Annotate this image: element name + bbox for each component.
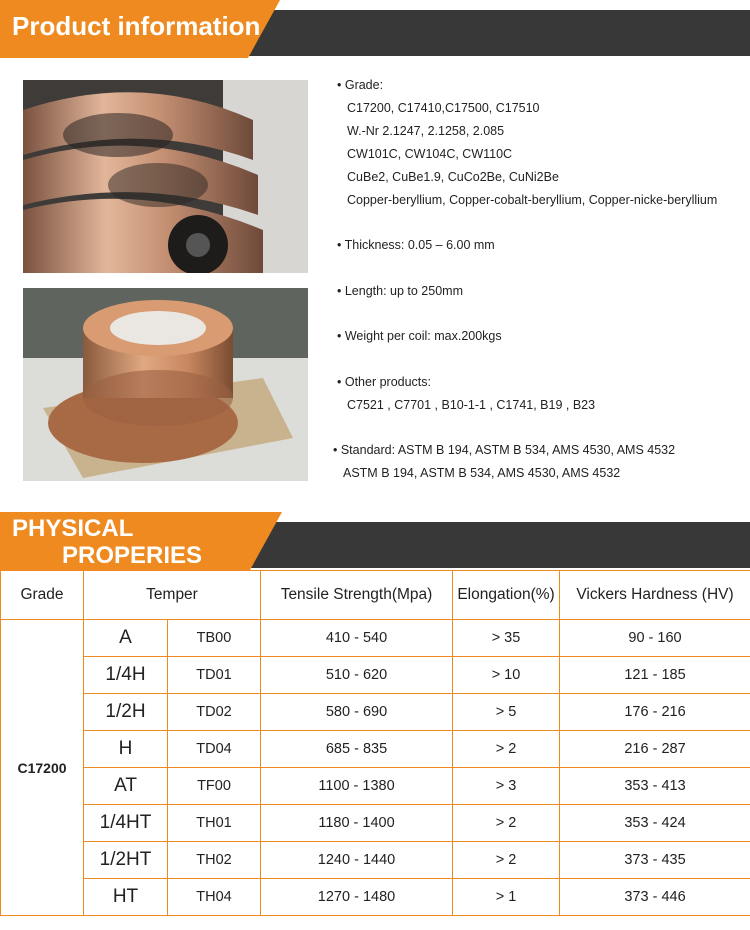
elongation-cell: > 10 xyxy=(453,657,560,694)
standard-line: • Standard: ASTM B 194, ASTM B 534, AMS 4530, AMS 4532 xyxy=(333,443,676,457)
tensile-cell: 410 - 540 xyxy=(261,620,453,657)
hardness-cell: 353 - 413 xyxy=(560,768,750,805)
header-elongation: Elongation(%) xyxy=(453,571,560,620)
hardness-cell: 121 - 185 xyxy=(560,657,750,694)
grade-cell: C17200 xyxy=(1,620,84,916)
other-products-label: • Other products: xyxy=(337,375,432,389)
temper-code-cell: TH02 xyxy=(168,842,261,879)
physical-properties-banner xyxy=(0,512,750,570)
copper-strip-coils-image xyxy=(23,80,308,273)
temper-code-cell: TH01 xyxy=(168,805,261,842)
standard-line: ASTM B 194, ASTM B 534, AMS 4530, AMS 4532 xyxy=(343,466,621,480)
hardness-cell: 176 - 216 xyxy=(560,694,750,731)
table-header-row xyxy=(1,571,750,620)
elongation-cell: > 3 xyxy=(453,768,560,805)
table-row xyxy=(1,620,750,657)
elongation-cell: > 2 xyxy=(453,805,560,842)
table-row xyxy=(1,879,750,916)
product-information-title: Product information xyxy=(12,11,261,41)
grade-line: Copper-beryllium, Copper-cobalt-beryllium, Copper-nicke-beryllium xyxy=(347,193,718,207)
copper-coil-pallet-photo xyxy=(23,288,308,481)
grade-line: W.-Nr 2.1247, 2.1258, 2.085 xyxy=(347,124,505,138)
grade-spec xyxy=(337,74,717,212)
hardness-cell: 353 - 424 xyxy=(560,805,750,842)
temper-code-cell: TF00 xyxy=(168,768,261,805)
temper-code-cell: TD01 xyxy=(168,657,261,694)
temper-cell: A xyxy=(84,620,168,657)
temper-cell: 1/2H xyxy=(84,694,168,731)
temper-cell: HT xyxy=(84,879,168,916)
standard-spec xyxy=(333,439,675,485)
table-row xyxy=(1,731,750,768)
elongation-cell: > 5 xyxy=(453,694,560,731)
table-row xyxy=(1,694,750,731)
tensile-cell: 1270 - 1480 xyxy=(261,879,453,916)
header-temper: Temper xyxy=(84,571,261,620)
temper-cell: AT xyxy=(84,768,168,805)
elongation-cell: > 1 xyxy=(453,879,560,916)
table-row xyxy=(1,657,750,694)
copper-coil-pallet-image xyxy=(23,288,308,481)
temper-code-cell: TD02 xyxy=(168,694,261,731)
tensile-cell: 685 - 835 xyxy=(261,731,453,768)
grade-line: CW101C, CW104C, CW110C xyxy=(347,147,513,161)
grade-label: • Grade: xyxy=(337,78,384,92)
tensile-cell: 580 - 690 xyxy=(261,694,453,731)
temper-cell: 1/2HT xyxy=(84,842,168,879)
temper-cell: 1/4H xyxy=(84,657,168,694)
grade-line: CuBe2, CuBe1.9, CuCo2Be, CuNi2Be xyxy=(347,170,559,184)
copper-strip-coils-photo xyxy=(23,80,308,273)
physical-properties-title-line1: PHYSICAL xyxy=(12,515,134,542)
hardness-cell: 90 - 160 xyxy=(560,620,750,657)
table-row xyxy=(1,768,750,805)
product-information-banner xyxy=(0,0,750,58)
weight-spec: • Weight per coil: max.200kgs xyxy=(337,329,502,343)
header-grade: Grade xyxy=(1,571,84,620)
tensile-cell: 1180 - 1400 xyxy=(261,805,453,842)
table-row xyxy=(1,842,750,879)
temper-code-cell: TH04 xyxy=(168,879,261,916)
tensile-cell: 510 - 620 xyxy=(261,657,453,694)
other-products-spec xyxy=(337,371,595,417)
table-row xyxy=(1,805,750,842)
header-tensile-strength: Tensile Strength(Mpa) xyxy=(261,571,453,620)
elongation-cell: > 2 xyxy=(453,842,560,879)
elongation-cell: > 35 xyxy=(453,620,560,657)
hardness-cell: 216 - 287 xyxy=(560,731,750,768)
tensile-cell: 1240 - 1440 xyxy=(261,842,453,879)
hardness-cell: 373 - 446 xyxy=(560,879,750,916)
length-spec: • Length: up to 250mm xyxy=(337,284,463,298)
temper-code-cell: TB00 xyxy=(168,620,261,657)
tensile-cell: 1100 - 1380 xyxy=(261,768,453,805)
other-products-line: C7521 , C7701 , B10-1-1 , C1741, B19 , B23 xyxy=(347,398,596,412)
header-vickers-hardness: Vickers Hardness (HV) xyxy=(560,571,750,620)
grade-line: C17200, C17410,C17500, C17510 xyxy=(347,101,540,115)
physical-properties-title-line2: PROPERIES xyxy=(62,542,203,569)
elongation-cell: > 2 xyxy=(453,731,560,768)
hardness-cell: 373 - 435 xyxy=(560,842,750,879)
physical-properties-table xyxy=(0,570,750,916)
temper-cell: H xyxy=(84,731,168,768)
thickness-spec: • Thickness: 0.05 – 6.00 mm xyxy=(337,238,495,252)
temper-cell: 1/4HT xyxy=(84,805,168,842)
temper-code-cell: TD04 xyxy=(168,731,261,768)
